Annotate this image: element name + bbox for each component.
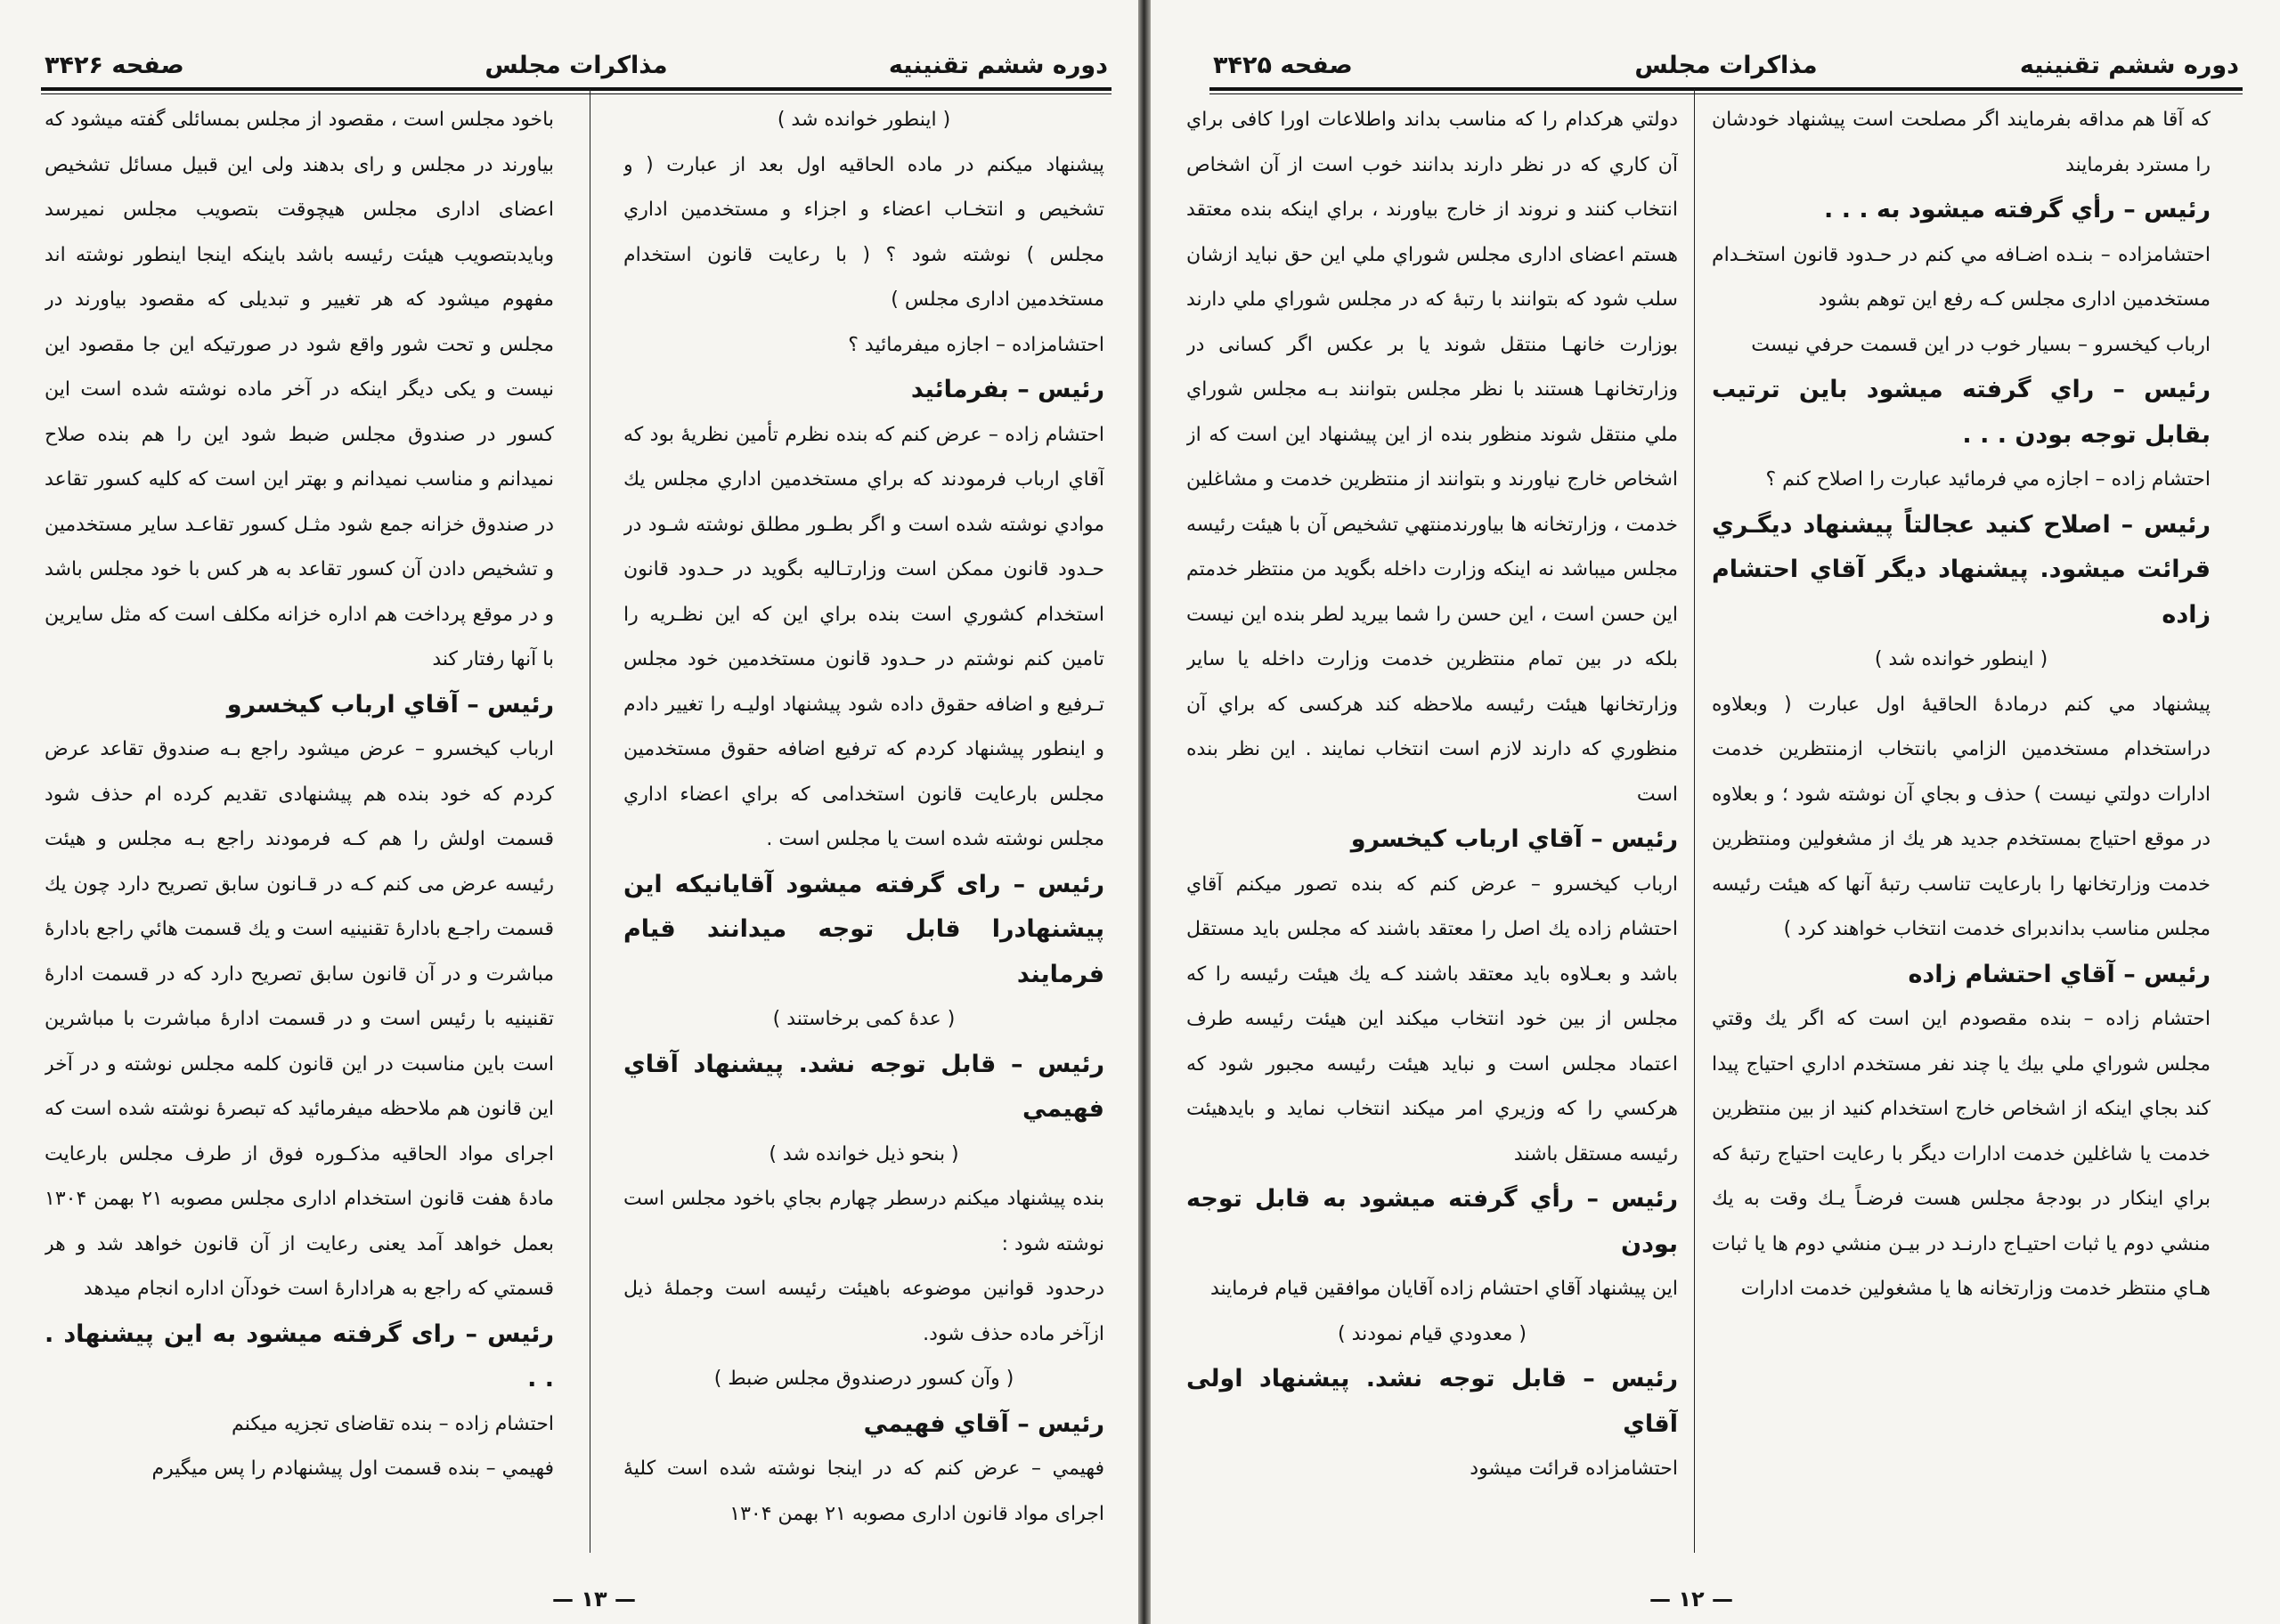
paragraph: دولتي هرکدام را که مناسب بداند واطلاعات اورا کافی براي آن کاري که در نظر دارند بدانند خوب است از آن اشخاص انتخاب کنند و نروند از خارج بیاورند ، براي اینکه بنده معتقد هستم اعضای اداری مجلس شوراي ملي این حق نباید ازشان سلب شود که بتوانند با رتبهٔ که در مجلس شوراي ملي دارند بوزارت خانهـا منتقل شوند یا بر عکس اگر کسانی در وزارتخانهـا هستند با نظر مجلس بتوانند بـه مجلس شوراي ملي منتقل شوند منظور بنده از این پیشنهاد این است که از اشخاص خارج نیاورند و بتوانند از منتظرین خدمت و مشاغلین خدمت ، وزارتخانه ها بیاورندمنتهي تشخیص آن با هیئت رئیسه مجلس میباشد نه اینکه وزارت داخله بگوید من منتظر خدمتم این حسن است ، این حسن را شما بیرید لطر بنده این نیست بلکه در بین تمام منتظرین خدمت وزارت داخله یا سایر وزارتخانها هیئت رئیسه ملاحظه کند هرکسی که براي آن منظوري که دارند لازم است انتخاب نمایند . این نظر بنده است: [1186, 109, 1678, 806]
right-page-right-column: [1712, 98, 2211, 1562]
right-page-left-column: [1186, 98, 1678, 1562]
left-page-title: مذاکرات مجلس: [484, 51, 668, 79]
speaker-line: رئیس – رای گرفته میشود آقایانیکه این پیشنهادرا قابل توجه میدانند قیام فرمایند: [623, 870, 1104, 988]
speaker-line: رئیس – قابل توجه نشد. پیشنهاد اولی آقاي: [1186, 1365, 1678, 1438]
speaker-line: رئیس – آقاي فهیمي: [863, 1409, 1104, 1438]
header-rule: [1209, 87, 2243, 91]
speaker-line: رئیس – آقاي ارباب کیخسرو: [1350, 825, 1678, 853]
speaker-line: رئیس – رأي گرفته میشود به قابل توجه بودن: [1186, 1185, 1678, 1258]
left-page-number-label: صفحه ۳۴۲۶: [45, 51, 184, 79]
speaker-line: رئیس – قابل توجه نشد. پیشنهاد آقاي فهیمي: [623, 1050, 1104, 1123]
paragraph: احتشام زاده – اجازه مي فرمائید عبارت را اصلاح کنم ؟: [1765, 468, 2211, 491]
speaker-line: رئیس – رای گرفته میشود به این پیشنهاد . . .: [45, 1320, 554, 1393]
paragraph: باخود مجلس است ، مقصود از مجلس بمسائلی گفته میشود که بیاورند در مجلس و رای بدهند ولی این قبیل مسائل تشخیص اعضای اداری مجلس هیچوقت بتصویب مجلس نمیرسد وبایدبتصویب هیئت رئیسه باشد باینکه اینجا اینطور نوشته اند مفهوم میشود که هر تغییر و تبدیلی که مقصود بیاورند در مجلس و تحت شور واقع شود در صورتیکه این جا مقصود این نیست و یکی دیگر اینکه در آخر ماده نوشته شده است این کسور در صندوق مجلس ضبط شود این را هم بنده صلاح نمیدانم و مناسب نمیدانم و بهتر این است که کلیه کسور تقاعد در صندوق خزانه جمع شود مثـل کسور تقاعـد سایر مستخدمین و تشخیص دادن آن کسور تقاعد به هر کس با خود مجلس باشد و در موقع پرداخت هم اداره خزانه مکلف است که مثل سایرین با آنها رفتار کند: [45, 109, 554, 670]
paragraph: احتشامزاده – بنـده اضـافه مي کنم در حـدود قانون استخـدام مستخدمین اداری مجلس کـه رفع این توهم بشود: [1712, 243, 2211, 311]
speaker-line: رئیس – رأي گرفته میشود به . . .: [1824, 196, 2211, 223]
paragraph: درحدود قوانین موضوعه باهیئت رئیسه است وجملهٔ ذیل ازآخر ماده حذف شود.: [623, 1278, 1104, 1345]
header-rule: [41, 87, 1112, 91]
speaker-line: رئیس – بفرمائید: [910, 376, 1104, 403]
centered-note: ( معدودي قیام نمودند ): [1338, 1322, 1527, 1345]
paragraph: احتشام زاده – بنده مقصودم این است که اگر یك وقتي مجلس شوراي ملي بیك یا چند نفر مستخدم اداري احتیاج پیدا کند بجاي اینکه از اشخاص خارج استخدام کنید از بین منتظرین خدمت یا شاغلین خدمت ادارات دیگر با رعایت احتیاج رتبهٔ که براي اینکار در بودجهٔ مجلس هست فرضـاً یـك وقت به یك منشي دوم یا ثبات احتیـاج دارنـد در بیـن منشي دوم ها یا ثبات هـاي منتظر خدمت وزارتخانه ها یا مشغولین خدمت ادارات: [1712, 1008, 2211, 1300]
left-page-header: [45, 45, 1108, 85]
paragraph: ارباب کیخسرو – عرض میشود راجع بـه صندوق تقاعد عرض کردم که خود بنده هم پیشنهادی تقدیم کرده ام حذف شود قسمت اولش را هم کـه فرمودند راجع بـه مجلس و هیئت رئیسه عرض می کنم کـه در قـانون سابق تصریح دارد چون یك قسمت راجـع بادارهٔ تقنینیه است و یك قسمت هائي راجع بادارهٔ مباشرت و در آن قانون سابق تصریح دارد که در قسمت ادارهٔ تقنینیه با رئیس است و در قسمت ادارهٔ مباشرت با مباشرین است باین مناسبت در این قانون کلمه مجلس نوشته و در آخر این قانون هم ملاحظه میفرمائید که تبصرهٔ نوشته شده است که اجرای مواد الحاقیه مذکـوره فوق از طرف مجلس بارعایت مادهٔ هفت قانون استخدام اداری مجلس مصوبه ۲۱ بهمن ۱۳۰۴ بعمل خواهد آمد یعنی رعایت از آن قانون خواهد شد و هر قسمتي که راجع به هرادارهٔ است خودآن اداره انجام میدهد: [45, 738, 554, 1300]
paragraph: احتشامزاده – اجازه میفرمائید ؟: [848, 333, 1104, 356]
centered-note: ( عدهٔ کمی برخاستند ): [772, 1008, 956, 1030]
centered-note: ( وآن کسور درصندوق مجلس ضبط ): [713, 1368, 1014, 1390]
header-rule-thin: [1209, 93, 2243, 94]
paragraph: پیشنهاد مي کنم درمادهٔ الحاقیهٔ اول عبارت ( وبعلاوه دراستخدام مستخدمین الزامي بانتخاب ازمنتظرین خدمت ادارات دولتي نیست ) حذف و بجاي آن نوشته شود ؛ و بعلاوه در موقع احتیاج بمستخدم جدید هر یك از مشغولین ومنتظرین خدمت وزارتخانها را بارعایت تناسب رتبهٔ آنها که هیئت رئیسه مجلس مناسب بداندبرای خدمت انتخاب خواهند کرد ): [1712, 693, 2211, 940]
paragraph: فهیمي – عرض کنم که در اینجا نوشته شده است کلیهٔ اجرای مواد قانون اداری مصوبه ۲۱ بهمن ۱۳۰۴: [623, 1458, 1104, 1525]
right-page: [1151, 0, 2280, 1624]
paragraph: احتشامزاده قرائت میشود: [1470, 1458, 1678, 1480]
book-gutter: [1138, 0, 1151, 1624]
right-page-title: مذاکرات مجلس: [1634, 51, 1818, 79]
right-page-session: دوره ششم تقنینیه: [2019, 51, 2239, 79]
left-page-right-column: [623, 98, 1104, 1562]
paragraph: پیشنهاد میکنم در ماده الحاقیه اول بعد از عبارت ( و تشخیص و انتخـاب اعضاء و اجزاء و مستخدمین اداري مجلس ) نوشته شود ؟ ( با رعایت قانون استخدام مستخدمین اداری مجلس ): [623, 153, 1104, 311]
speaker-line: رئیس – راي گرفته میشود باین ترتیب بقابل توجه بودن . . .: [1712, 376, 2211, 449]
left-page-left-column: [45, 98, 554, 1562]
paragraph: فهیمي – بنده قسمت اول پیشنهادم را پس میگیرم: [151, 1458, 554, 1480]
centered-note: ( بنحو ذیل خوانده شد ): [769, 1142, 959, 1165]
paragraph: احتشام زاده – بنده تقاضای تجزیه میکنم: [232, 1412, 554, 1435]
paragraph: این پیشنهاد آقاي احتشام زاده آقایان موافقین قیام فرمایند: [1209, 1278, 1678, 1300]
right-page-footer-number: — ۱۲ —: [1649, 1587, 1734, 1612]
paragraph: ارباب کیخسرو – عرض کنم که بنده تصور میکنم آقاي احتشام زاده یك اصل را معتقد باشند که مجلس باید مستقل باشد و بعـلاوه باید معتقد باشند کـه یك هیئت رئیسه را که مجلس از بین خود انتخاب میکند این هیئت رئیسه طرف اعتماد مجلس است و نباید هیئت رئیسه مجبور شود که هرکسي را که وزیري امر میکند انتخاب نماید و بایدهیئت رئیسه مستقل باشند: [1186, 873, 1678, 1165]
centered-note: ( اینطور خوانده شد ): [777, 109, 951, 131]
speaker-line: رئیس – اصلاح کنید عجالتاً پیشنهاد دیگـري قرائت میشود. پیشنهاد دیگر آقاي احتشام زاده: [1712, 510, 2211, 629]
speaker-line: رئیس – آقاي احتشام زاده: [1908, 960, 2211, 988]
header-rule-thin: [41, 93, 1112, 94]
paragraph: بنده پیشنهاد میکنم درسطر چهارم بجاي باخود مجلس است نوشته شود :: [623, 1188, 1104, 1255]
left-page-session: دوره ششم تقنینیه: [888, 51, 1108, 79]
paragraph: که آقا هم مداقه بفرمایند اگر مصلحت است پیشنهاد خودشان را مسترد بفرمایند: [1712, 109, 2211, 176]
right-page-number-label: صفحه ۳۴۲۵: [1213, 51, 1353, 79]
speaker-line: رئیس – آقاي ارباب کیخسرو: [226, 690, 554, 719]
centered-note: ( اینطور خوانده شد ): [1874, 648, 2048, 670]
paragraph: احتشام زاده – عرض کنم که بنده نظرم تأمین نظریهٔ بود که آقاي ارباب فرمودند که براي مستخدمین اداري مجلس یك موادي نوشته شده است و اگر بطـور مطلق نوشته شـود در حـدود قانون ممکن است وزارتـالیه بگوید در حـدود قانون استخدام کشوري است بنده براي این که این نظـریه را تامین کنم نوشتم در حـدود قانون مستخدمین خود مجلس تـرفیع و اضافه حقوق داده شود پیشنهاد اولیـه را تغییر دادم و اینطور پیشنهاد کردم که ترفیع اضافه حقوق مستخدمین مجلس بارعایت قانون استخدامی که براي اعضاء اداري مجلس نوشته شده است یا مجلس است .: [623, 423, 1104, 850]
right-page-header: [1213, 45, 2239, 85]
paragraph: ارباب کیخسرو – بسیار خوب در این قسمت حرفي نیست: [1751, 333, 2211, 356]
left-page-footer-number: — ۱۳ —: [552, 1587, 637, 1612]
column-divider: [1694, 89, 1695, 1553]
left-page: [0, 0, 1138, 1624]
